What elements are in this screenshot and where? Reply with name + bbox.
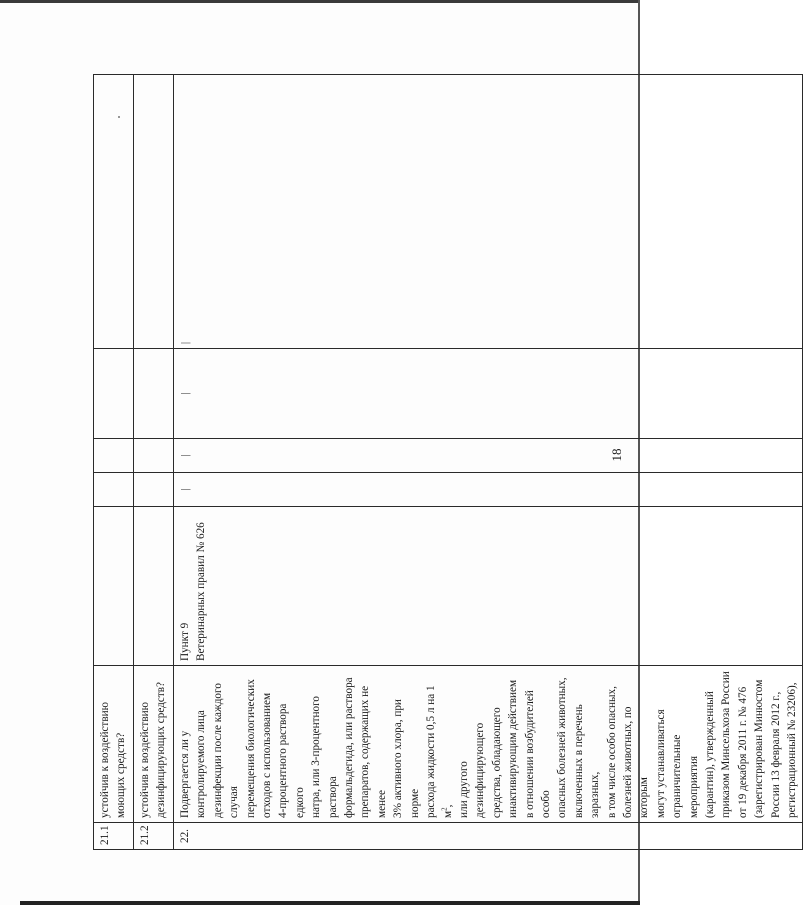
reference-cell bbox=[94, 507, 134, 666]
answer-no-cell bbox=[94, 439, 134, 473]
question-line: в отношении возбудителей особо bbox=[523, 690, 552, 818]
question-line: Подвергается ли у bbox=[179, 730, 191, 818]
note-cell bbox=[174, 75, 803, 349]
superscript: 2 bbox=[439, 807, 448, 811]
reference-cell bbox=[174, 507, 803, 666]
question-line: отходов с использованием bbox=[261, 692, 274, 818]
question-line: болезней животных, по которым bbox=[621, 706, 651, 818]
question-line: инактивирующим действием bbox=[507, 679, 520, 818]
table-row bbox=[134, 75, 174, 850]
answer-na-cell bbox=[94, 349, 134, 439]
question-line: (зарегистрирован Минюстом bbox=[753, 679, 766, 818]
question-line: (карантин), утвержденный bbox=[704, 691, 716, 818]
question-line: контролируемого лица bbox=[195, 710, 208, 818]
pen-mark: | bbox=[180, 392, 191, 395]
question-line: 4-процентного раствора едкого bbox=[277, 703, 306, 818]
question-line: перемещения биологических bbox=[244, 679, 257, 818]
answer-yes-cell bbox=[174, 473, 803, 507]
question-line: опасных болезней животных, bbox=[556, 677, 569, 818]
pen-mark: | bbox=[180, 488, 191, 491]
question-line: дезинфекции после каждого случая bbox=[211, 683, 241, 818]
reference-lines bbox=[177, 511, 210, 661]
question-line: приказом Минсельхоза России bbox=[720, 671, 733, 818]
question-line: ограничительные мероприятия bbox=[671, 734, 700, 818]
answer-no-cell bbox=[174, 439, 803, 473]
scan-edge-top bbox=[0, 0, 640, 3]
reference-line: Ветеринарных правил № 626 bbox=[195, 522, 208, 661]
table-row bbox=[94, 75, 134, 850]
question-line: препаратов, содержащих не менее bbox=[359, 685, 388, 818]
reference-cell bbox=[134, 507, 174, 666]
question-line: в том числе особо опасных, bbox=[605, 686, 618, 818]
row-number: 21.1 bbox=[94, 823, 134, 850]
note-cell bbox=[94, 75, 134, 349]
question-text bbox=[174, 666, 803, 823]
row-number: 22. bbox=[174, 823, 803, 850]
answer-no-cell bbox=[134, 439, 174, 473]
answer-yes-cell bbox=[94, 473, 134, 507]
pen-mark: | bbox=[180, 341, 191, 344]
question-lines bbox=[177, 670, 800, 818]
note-cell bbox=[134, 75, 174, 349]
page-number: 18 bbox=[609, 448, 624, 462]
question-text: устойчив к воздействию дезинфицирующих средств? bbox=[134, 666, 174, 823]
scan-speck bbox=[118, 116, 120, 118]
answer-na-cell bbox=[174, 349, 803, 439]
answer-na-cell bbox=[134, 349, 174, 439]
checklist-table bbox=[93, 74, 803, 850]
question-line: могут устанавливаться bbox=[654, 709, 667, 818]
question-line: России 13 февраля 2012 г., bbox=[769, 691, 782, 818]
reference-line: Пункт 9 bbox=[179, 622, 191, 661]
question-line: формальдегида, или раствора bbox=[343, 677, 356, 818]
question-text: устойчив к воздействию моющих средств? bbox=[94, 666, 134, 823]
question-line: регистрационный № 23206), bbox=[786, 682, 799, 818]
pen-mark: | bbox=[180, 454, 191, 457]
question-line: натра, или 3-процентного раствора bbox=[310, 695, 339, 818]
question-line: расхода жидкости 0,5 л на 1 $м^2$, bbox=[425, 685, 454, 818]
question-line: средства, обладающего bbox=[490, 707, 503, 818]
question-line: от 19 декабря 2011 г. № 476 bbox=[736, 686, 749, 818]
question-line: 3% активного хлора, при норме bbox=[392, 699, 421, 818]
answer-yes-cell bbox=[134, 473, 174, 507]
question-line: включенных в перечень заразных, bbox=[572, 704, 602, 818]
table-row bbox=[174, 75, 803, 850]
question-line: или другого дезинфицирующего bbox=[457, 722, 487, 818]
row-number: 21.2 bbox=[134, 823, 174, 850]
scan-edge-bottom bbox=[20, 901, 640, 905]
